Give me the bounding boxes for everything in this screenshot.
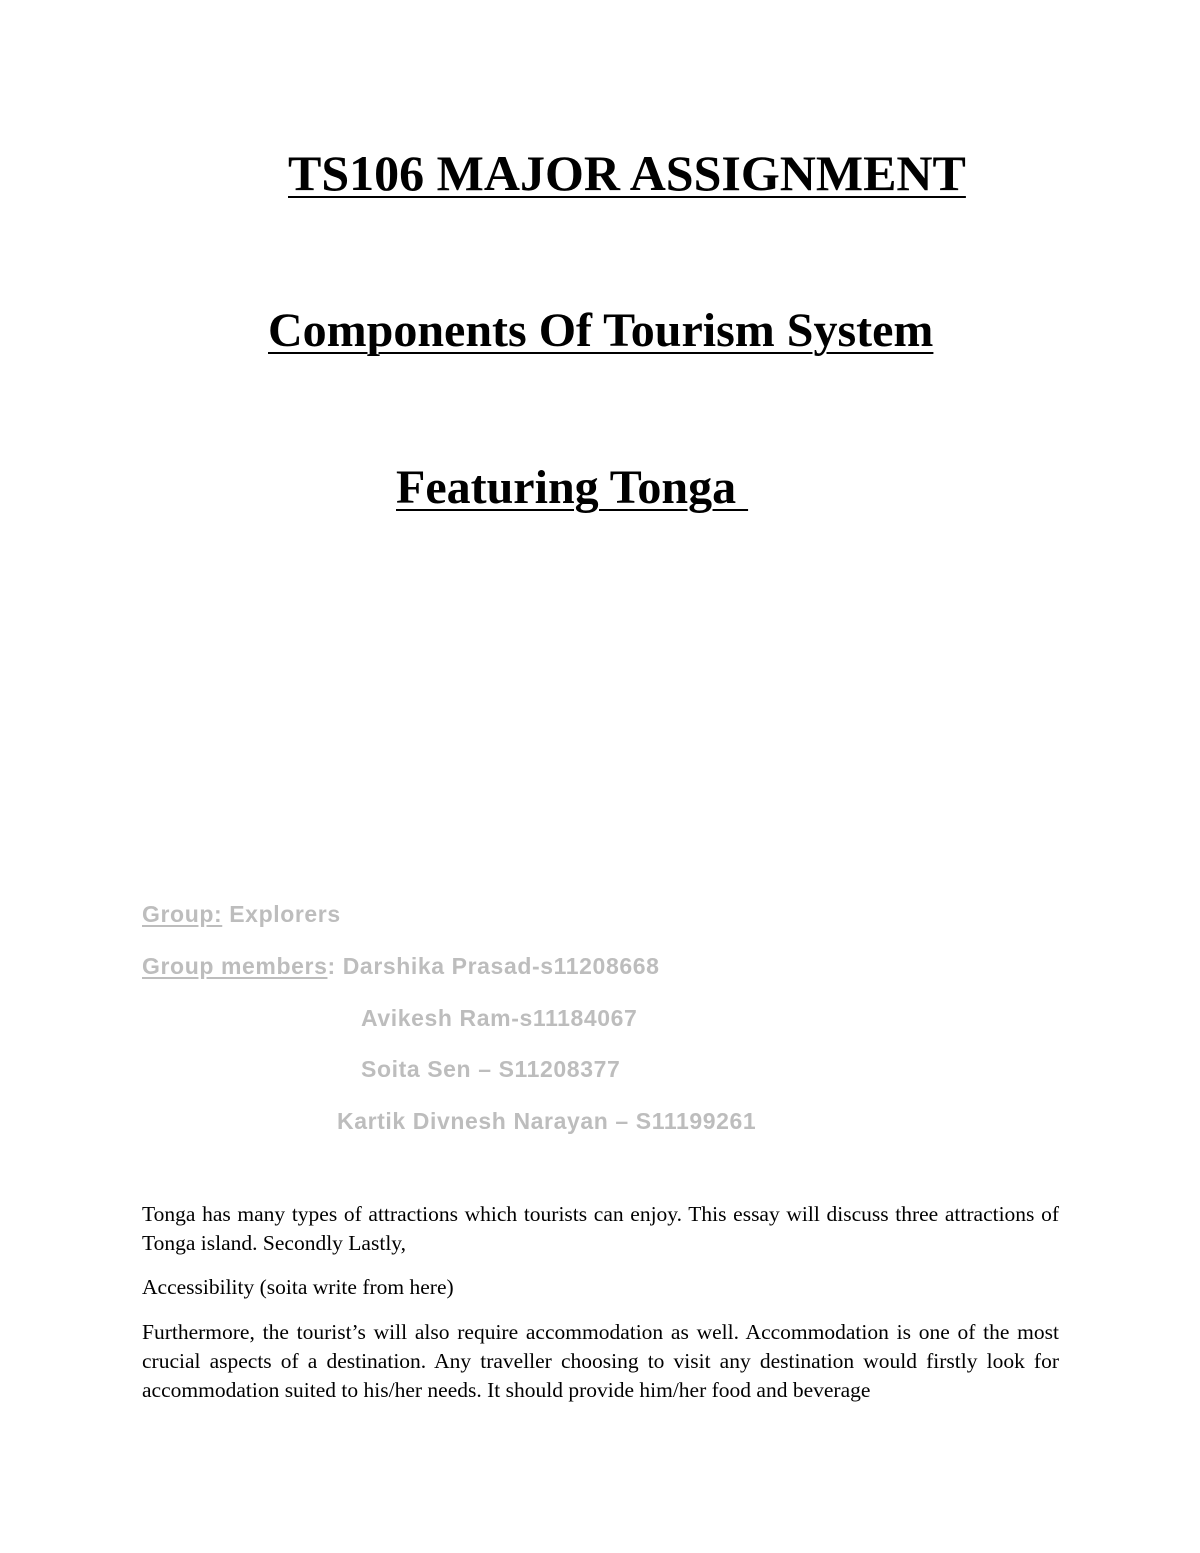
- group-members-separator: :: [327, 953, 343, 979]
- accessibility-paragraph: Accessibility (soita write from here): [142, 1275, 454, 1299]
- group-name: Explorers: [222, 901, 341, 927]
- accommodation-paragraph: Furthermore, the tourist’s will also require accommodation as well. Accommodation is one of the most crucial aspects of a destination. Any traveller choosing to visit any destination would firstly look for accommodation suited to his/her needs. It should provide him/her food and beverage: [142, 1320, 1059, 1402]
- featuring-heading: Featuring Tonga: [396, 461, 749, 514]
- group-line: [142, 903, 341, 926]
- intro-paragraph: Tonga has many types of attractions which tourists can enjoy. This essay will discuss three attractions of Tonga island. Secondly Lastly,: [142, 1202, 1059, 1255]
- assignment-subtitle: Components Of Tourism System: [268, 304, 934, 357]
- group-members-line: [142, 955, 660, 978]
- group-member: Soita Sen – S11208377: [361, 1056, 621, 1082]
- group-label: Group:: [142, 901, 223, 927]
- group-member: Kartik Divnesh Narayan – S11199261: [337, 1108, 757, 1134]
- group-member: Avikesh Ram-s11184067: [361, 1005, 638, 1031]
- group-member: Darshika Prasad-s11208668: [342, 953, 660, 979]
- group-members-label: Group members: [142, 953, 328, 979]
- assignment-title: TS106 MAJOR ASSIGNMENT: [288, 145, 966, 201]
